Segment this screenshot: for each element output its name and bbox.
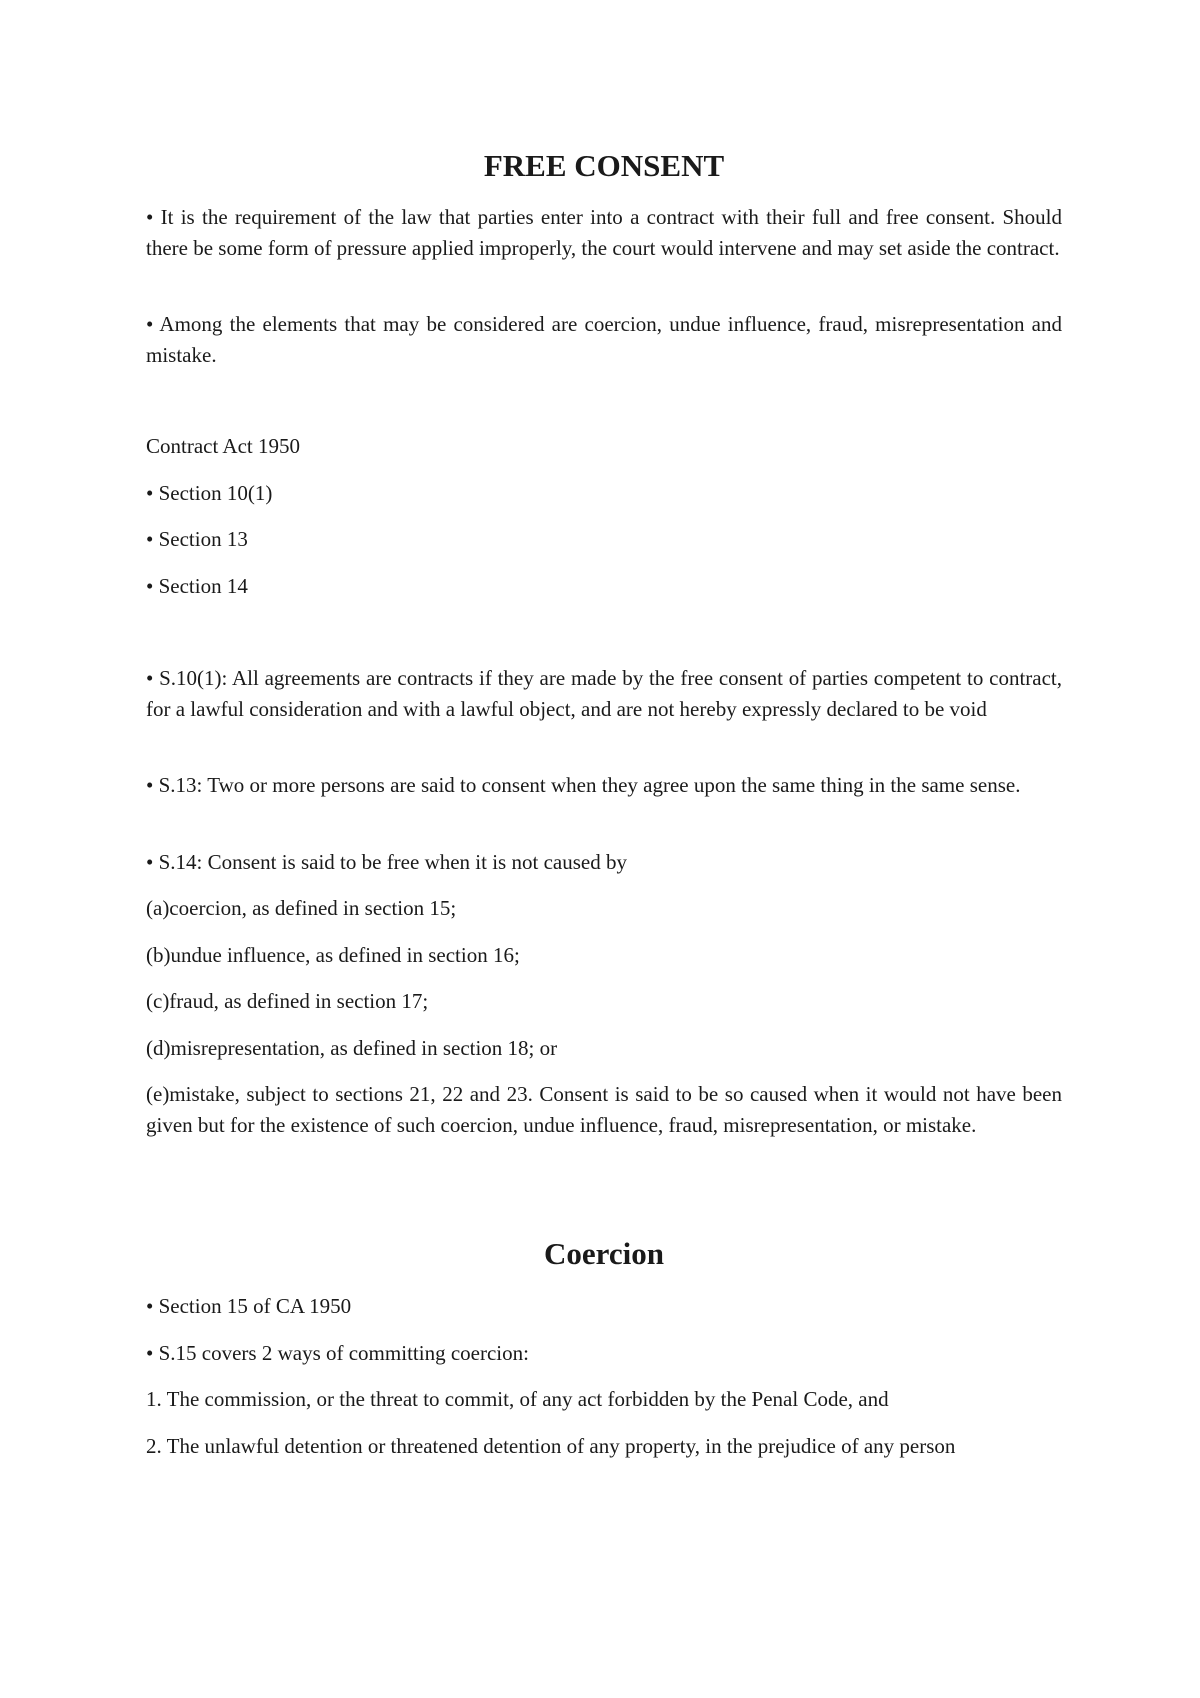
consent-list-item: (b)undue influence, as defined in section 16; — [146, 943, 520, 967]
document-page — [146, 0, 1062, 1698]
coercion-title: Coercion — [544, 1236, 664, 1271]
coercion-line: 2. The unlawful detention or threatened detention of any property, in the prejudice of any person — [146, 1434, 956, 1458]
coercion-line: 1. The commission, or the threat to commit, of any act forbidden by the Penal Code, and — [146, 1387, 889, 1411]
section-list-item: • Section 14 — [146, 574, 248, 598]
section-10-paragraph: • S.10(1): All agreements are contracts if they are made by the free consent of parties competent to contract, for a lawful consideration and with a lawful object, and are not hereby expressly declared to be void — [146, 666, 1062, 721]
contract-act-heading: Contract Act 1950 — [146, 434, 300, 458]
section-list-item: • Section 10(1) — [146, 481, 273, 505]
free-consent-title: FREE CONSENT — [483, 148, 725, 183]
section-list-item: • Section 13 — [146, 527, 248, 551]
section-13-paragraph: • S.13: Two or more persons are said to consent when they agree upon the same thing in the same sense. — [146, 773, 1021, 797]
intro-paragraph-1: • It is the requirement of the law that parties enter into a contract with their full and free consent. Should there be some form of pressure applied improperly, the court would intervene and may set aside the contract. — [146, 205, 1062, 260]
section-14-paragraph: • S.14: Consent is said to be free when it is not caused by — [146, 850, 627, 874]
consent-list-item: (c)fraud, as defined in section 17; — [146, 989, 429, 1013]
intro-paragraph-2: • Among the elements that may be considered are coercion, undue influence, fraud, misrepresentation and mistake. — [146, 312, 1062, 367]
coercion-line: • Section 15 of CA 1950 — [146, 1294, 352, 1318]
consent-list-item: (d)misrepresentation, as defined in section 18; or — [146, 1036, 558, 1060]
coercion-line: • S.15 covers 2 ways of committing coercion: — [146, 1341, 529, 1365]
consent-list-item: (a)coercion, as defined in section 15; — [146, 896, 457, 920]
consent-list-item: (e)mistake, subject to sections 21, 22 and 23. Consent is said to be so caused when it would not have been given but for the existence of such coercion, undue influence, fraud, misrepresentation, or mistake. — [146, 1082, 1062, 1137]
